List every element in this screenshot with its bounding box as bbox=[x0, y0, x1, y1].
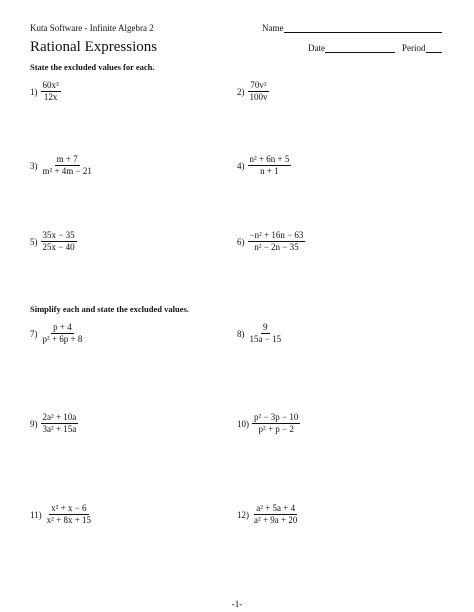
problem-5 bbox=[30, 230, 77, 253]
name-field[interactable] bbox=[262, 23, 442, 33]
denominator: 25x − 40 bbox=[42, 242, 75, 252]
problem-number: 10) bbox=[237, 418, 249, 429]
fraction bbox=[252, 503, 299, 526]
problem-number: 9) bbox=[30, 418, 38, 429]
period-label: Period bbox=[402, 43, 426, 53]
numerator: 60x³ bbox=[42, 80, 59, 90]
fraction bbox=[248, 230, 306, 253]
problem-number: 7) bbox=[30, 328, 38, 339]
problem-9 bbox=[30, 412, 78, 435]
problem-12 bbox=[237, 503, 299, 526]
problem-7 bbox=[30, 322, 84, 345]
problem-8 bbox=[237, 322, 283, 345]
fraction bbox=[41, 412, 79, 435]
problem-number: 8) bbox=[237, 328, 245, 339]
section-instruction: State the excluded values for each. bbox=[30, 62, 155, 72]
numerator: n² + 6n + 5 bbox=[249, 154, 290, 164]
fraction bbox=[41, 154, 94, 177]
denominator: n² − 2n − 35 bbox=[254, 242, 299, 252]
denominator: a² + 9a + 20 bbox=[254, 515, 298, 525]
period-blank[interactable] bbox=[426, 43, 442, 53]
numerator: a² + 5a + 4 bbox=[256, 503, 296, 513]
period-field[interactable] bbox=[402, 43, 442, 53]
numerator: 35x − 35 bbox=[42, 230, 75, 240]
problem-10 bbox=[237, 412, 300, 435]
numerator: p² − 3p − 10 bbox=[254, 412, 299, 422]
numerator: −n² + 16n − 63 bbox=[249, 230, 304, 240]
numerator: 70v² bbox=[250, 80, 267, 90]
problem-number: 1) bbox=[30, 86, 38, 97]
problem-2 bbox=[237, 80, 270, 103]
page-title: Rational Expressions bbox=[30, 39, 158, 55]
name-blank[interactable] bbox=[284, 23, 442, 33]
problem-number: 3) bbox=[30, 160, 38, 171]
problem-number: 2) bbox=[237, 86, 245, 97]
problem-number: 5) bbox=[30, 236, 38, 247]
publisher-line: Kuta Software - Infinite Algebra 2 bbox=[30, 23, 154, 33]
problem-number: 6) bbox=[237, 236, 245, 247]
numerator: m + 7 bbox=[56, 154, 78, 164]
fraction bbox=[252, 412, 300, 435]
numerator: 2a² + 10a bbox=[42, 412, 77, 422]
denominator: 15a − 15 bbox=[249, 334, 282, 344]
problem-1 bbox=[30, 80, 61, 103]
numerator: p + 4 bbox=[53, 322, 72, 332]
date-blank[interactable] bbox=[325, 43, 395, 53]
denominator: p² + p − 2 bbox=[258, 424, 294, 434]
denominator: x² + 8x + 15 bbox=[46, 515, 92, 525]
problem-3 bbox=[30, 154, 94, 177]
section-instruction: Simplify each and state the excluded values. bbox=[30, 304, 189, 314]
fraction bbox=[248, 154, 292, 177]
problem-4 bbox=[237, 154, 291, 177]
denominator: m² + 4m − 21 bbox=[42, 166, 92, 176]
numerator: x² + x − 6 bbox=[51, 503, 87, 513]
denominator: 3a² + 15a bbox=[42, 424, 77, 434]
name-label: Name bbox=[262, 23, 284, 33]
problem-number: 11) bbox=[30, 509, 42, 520]
problem-11 bbox=[30, 503, 93, 526]
fraction bbox=[45, 503, 93, 526]
denominator: 12x bbox=[43, 92, 58, 102]
problem-number: 12) bbox=[237, 509, 249, 520]
problem-6 bbox=[237, 230, 305, 253]
denominator: n + 1 bbox=[260, 166, 279, 176]
denominator: p² + 6p + 8 bbox=[42, 334, 83, 344]
fraction bbox=[248, 80, 270, 103]
page-number: -1- bbox=[231, 599, 243, 609]
numerator: 9 bbox=[263, 322, 268, 332]
fraction bbox=[248, 322, 284, 345]
fraction bbox=[41, 322, 85, 345]
date-field[interactable] bbox=[308, 43, 395, 53]
denominator: 100v bbox=[249, 92, 268, 102]
date-label: Date bbox=[308, 43, 325, 53]
fraction bbox=[41, 80, 61, 103]
problem-number: 4) bbox=[237, 160, 245, 171]
fraction bbox=[41, 230, 77, 253]
